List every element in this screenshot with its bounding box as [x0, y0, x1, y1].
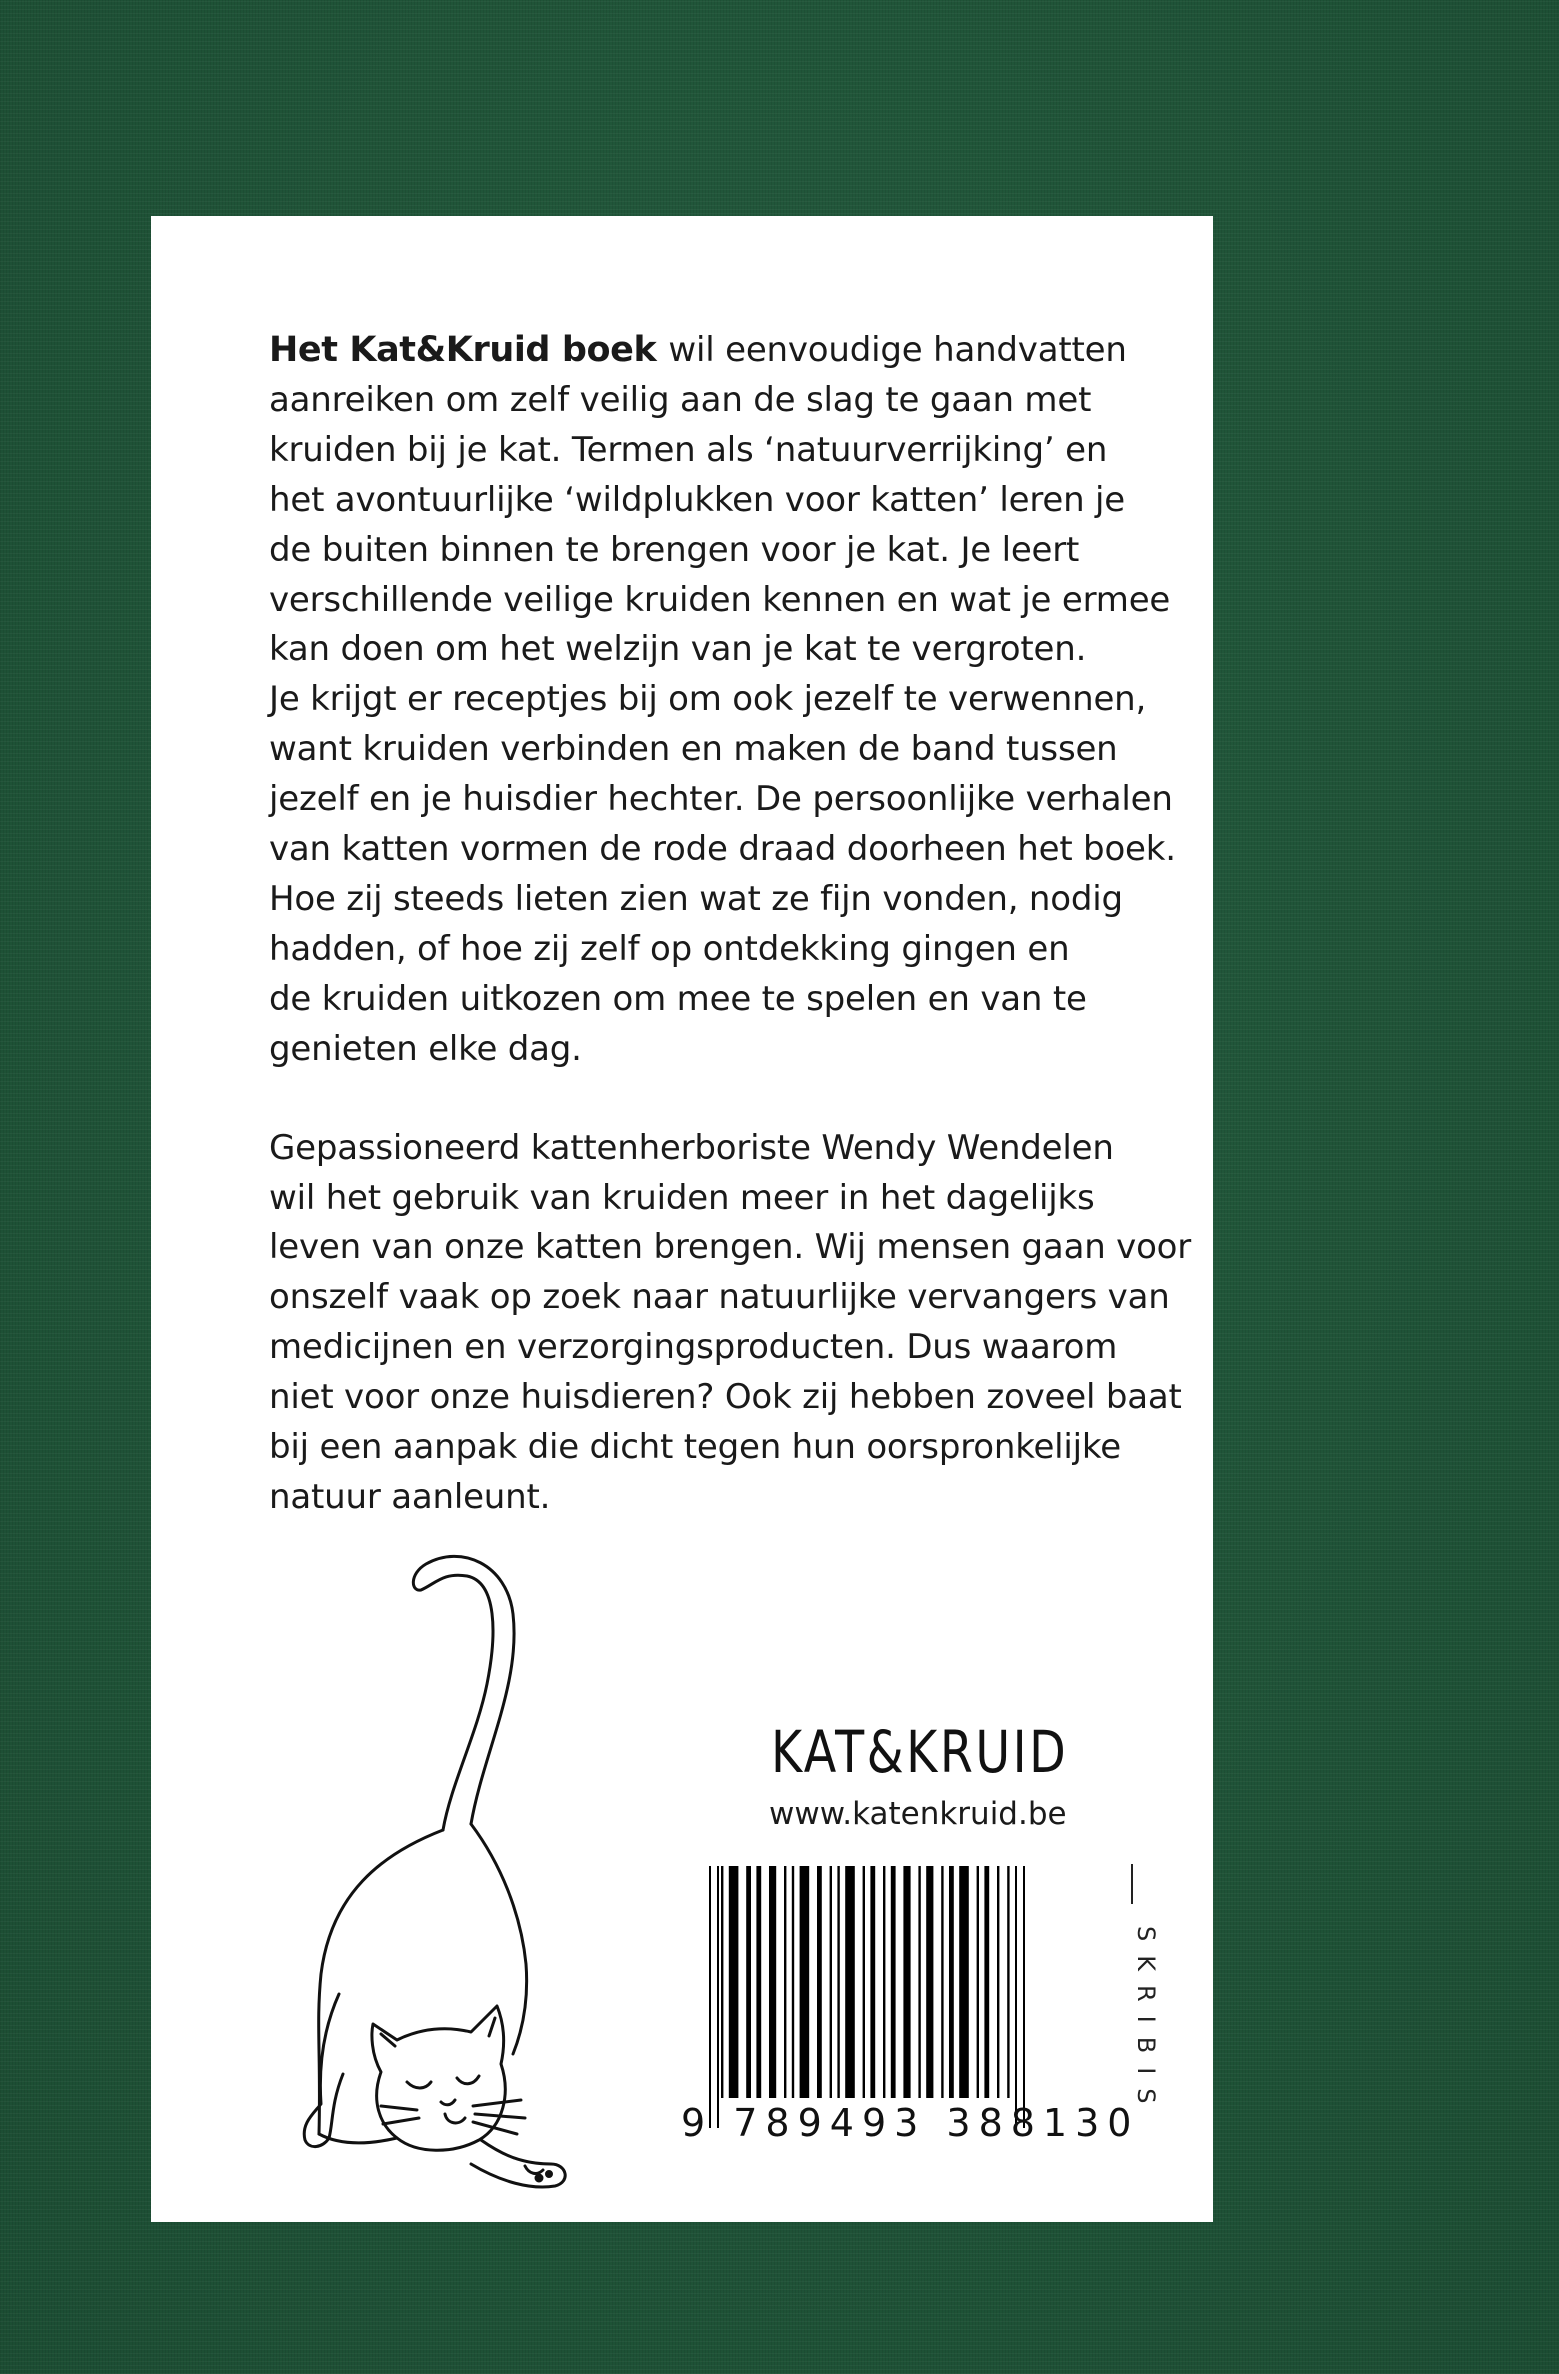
barcode-bar	[870, 1866, 875, 2098]
barcode-bar	[792, 1866, 794, 2098]
blurb-line: het avontuurlijke ‘wildplukken voor katten’ leren je	[269, 479, 1125, 520]
blurb-lead-title: Het Kat&Kruid boek	[269, 330, 657, 370]
brand-url[interactable]: www.katenkruid.be	[769, 1796, 1067, 1832]
blurb-line: jezelf en je huisdier hechter. De persoonlijke verhalen	[269, 779, 1173, 820]
publisher-name: SKRIBIS	[1132, 1926, 1160, 2118]
barcode-bar	[959, 1866, 969, 2098]
barcode-bar	[977, 1866, 979, 2098]
blurb-line: want kruiden verbinden en maken de band tussen	[269, 729, 1118, 770]
barcode-bar	[837, 1866, 839, 2098]
cat-illustration-icon	[221, 1534, 691, 2194]
blurb-line: Hoe zij steeds lieten zien wat ze fijn vonden, nodig	[269, 878, 1123, 919]
barcode-bar	[817, 1866, 822, 2098]
back-cover-panel	[151, 216, 1213, 2222]
barcode-bar	[721, 1866, 723, 2098]
barcode-bar	[830, 1866, 832, 2098]
blurb-line: bij een aanpak die dicht tegen hun oorspronkelijke	[269, 1427, 1121, 1468]
publisher-divider	[1131, 1864, 1133, 1904]
isbn-number: 9 789493 388130	[681, 2101, 1140, 2145]
barcode-bar	[984, 1866, 989, 2098]
barcode-bar	[918, 1866, 920, 2098]
barcode-bar	[891, 1866, 896, 2098]
blurb-line: niet voor onze huisdieren? Ook zij hebben zoveel baat	[269, 1377, 1182, 1418]
barcode-bar	[926, 1866, 933, 2098]
blurb-line: de kruiden uitkozen om mee te spelen en van te	[269, 978, 1087, 1019]
barcode-bar	[1015, 1866, 1017, 2128]
barcode-bar	[800, 1866, 810, 2098]
barcode-bar	[949, 1866, 954, 2098]
blurb-line: wil eenvoudige handvatten	[668, 330, 1127, 370]
blurb-line: Gepassioneerd kattenherboriste Wendy Wendelen	[269, 1127, 1114, 1168]
barcode-bar	[883, 1866, 885, 2098]
barcode-bar	[863, 1866, 865, 2098]
blurb-line: kruiden bij je kat. Termen als ‘natuurverrijking’ en	[269, 429, 1108, 470]
blurb-line: medicijnen en verzorgingsproducten. Dus waarom	[269, 1327, 1118, 1368]
barcode-bar	[729, 1866, 739, 2098]
blurb-line: onszelf vaak op zoek naar natuurlijke vervangers van	[269, 1277, 1170, 1318]
blurb-line: wil het gebruik van kruiden meer in het dagelijks	[269, 1177, 1095, 1218]
barcode-bar	[997, 1866, 999, 2098]
barcode-bar	[1007, 1866, 1009, 2098]
brand-block	[769, 1718, 1209, 1832]
barcode-bar	[746, 1866, 751, 2098]
brand-logo: KAT&KRUID	[771, 1718, 1069, 1786]
barcode-bar	[769, 1866, 776, 2098]
blurb-paragraph-2	[269, 1124, 1192, 1523]
barcode-bar	[756, 1866, 761, 2098]
blurb-line: de buiten binnen te brengen voor je kat. Je leert	[269, 529, 1080, 570]
blurb-text	[269, 326, 1192, 1523]
barcode-bar	[1023, 1866, 1025, 2128]
blurb-line: aanreiken om zelf veilig aan de slag te gaan met	[269, 379, 1092, 420]
barcode-bar	[709, 1866, 711, 2128]
blurb-line: leven van onze katten brengen. Wij mensen gaan voor	[269, 1227, 1192, 1268]
blurb-line: verschillende veilige kruiden kennen en wat je ermee	[269, 579, 1171, 620]
barcode-bar	[903, 1866, 910, 2098]
barcode-bar	[845, 1866, 855, 2098]
blurb-line: kan doen om het welzijn van je kat te vergroten.	[269, 629, 1087, 670]
barcode-bar	[941, 1866, 943, 2098]
blurb-paragraph-1	[269, 326, 1176, 1075]
blurb-line: natuur aanleunt.	[269, 1476, 551, 1517]
barcode-bar	[784, 1866, 786, 2098]
blurb-line: Je krijgt er receptjes bij om ook jezelf te verwennen,	[269, 679, 1147, 720]
blurb-line: van katten vormen de rode draad doorheen het boek.	[269, 829, 1176, 870]
blurb-line: hadden, of hoe zij zelf op ontdekking gingen en	[269, 928, 1070, 969]
isbn-barcode	[681, 1866, 1101, 2128]
barcode-bar	[717, 1866, 719, 2128]
blurb-line: genieten elke dag.	[269, 1028, 582, 1069]
